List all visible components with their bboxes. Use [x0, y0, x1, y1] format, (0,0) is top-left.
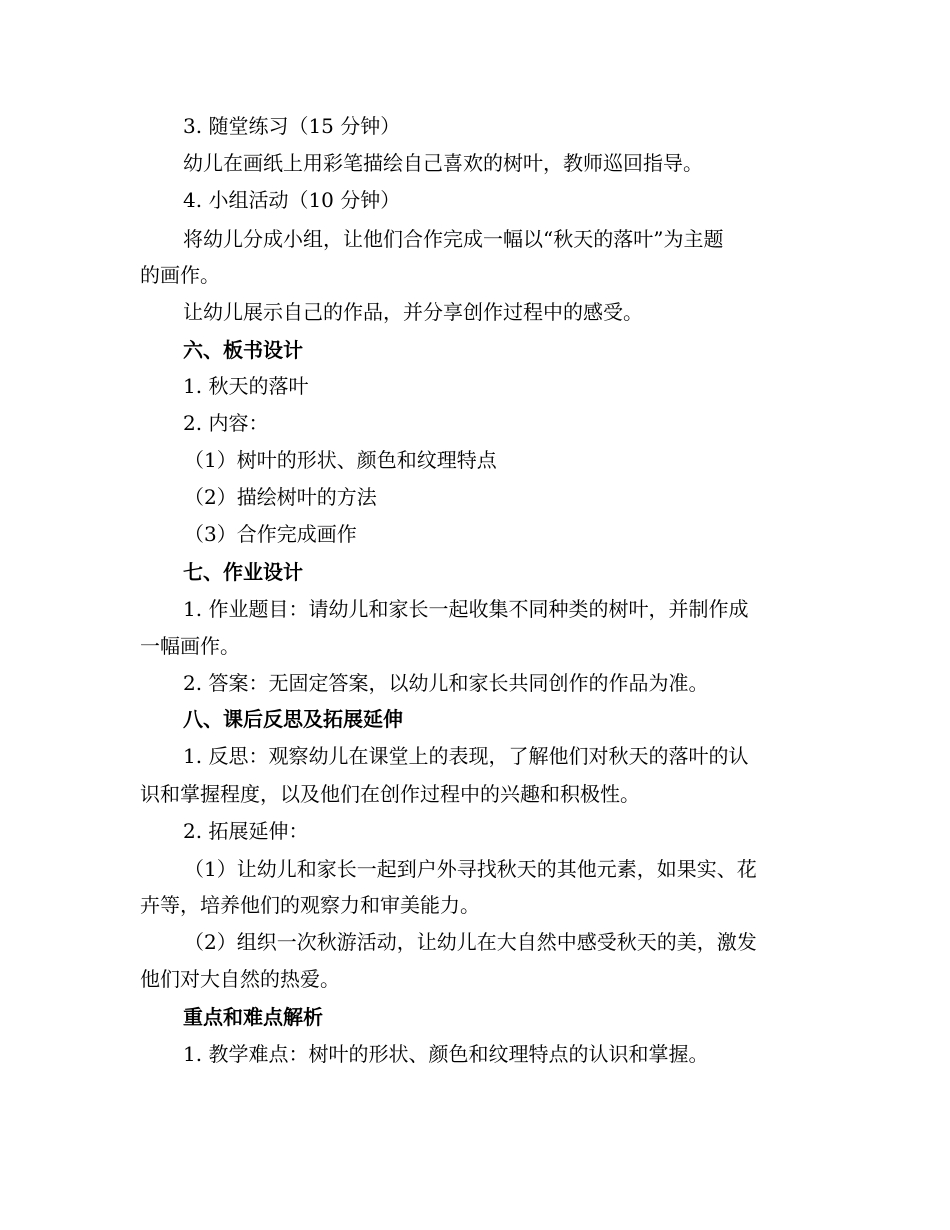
sub-list-item: （1）树叶的形状、颜色和纹理特点: [184, 448, 497, 472]
sub-list-item: （1）让幼儿和家长一起到户外寻找秋天的其他元素，如果实、花: [184, 857, 757, 881]
section-heading-reflection: 八、课后反思及拓展延伸: [183, 707, 403, 731]
sub-list-item: （3）合作完成画作: [184, 522, 357, 546]
list-item: 1. 教学难点：树叶的形状、颜色和纹理特点的认识和掌握。: [183, 1042, 709, 1066]
section-heading-homework: 七、作业设计: [183, 560, 303, 584]
list-item: 1. 作业题目：请幼儿和家长一起收集不同种类的树叶，并制作成: [183, 597, 749, 621]
list-item: 2. 拓展延伸：: [183, 819, 309, 843]
sub-list-item: （2）描绘树叶的方法: [184, 485, 377, 509]
section-heading-board-design: 六、板书设计: [183, 338, 303, 362]
section-heading-key-points: 重点和难点解析: [183, 1005, 323, 1029]
paragraph-line: 让幼儿展示自己的作品，并分享创作过程中的感受。: [183, 300, 643, 324]
list-item-practice: 3. 随堂练习（15 分钟）: [183, 114, 401, 138]
list-item: 1. 秋天的落叶: [183, 374, 309, 398]
list-item: 2. 答案：无固定答案，以幼儿和家长共同创作的作品为准。: [183, 671, 709, 695]
paragraph-line-continued: 一幅画作。: [140, 634, 240, 658]
paragraph-line-continued: 卉等，培养他们的观察力和审美能力。: [140, 893, 480, 917]
list-item-group-activity: 4. 小组活动（10 分钟）: [183, 188, 401, 212]
list-item: 2. 内容：: [183, 411, 269, 435]
paragraph-line: 幼儿在画纸上用彩笔描绘自己喜欢的树叶，教师巡回指导。: [183, 151, 703, 175]
sub-list-item: （2）组织一次秋游活动，让幼儿在大自然中感受秋天的美，激发: [184, 930, 757, 954]
paragraph-line-continued: 的画作。: [140, 263, 220, 287]
paragraph-line: 将幼儿分成小组，让他们合作完成一幅以“秋天的落叶”为主题: [183, 227, 724, 251]
list-item: 1. 反思：观察幼儿在课堂上的表现，了解他们对秋天的落叶的认: [183, 744, 749, 768]
paragraph-line-continued: 他们对大自然的热爱。: [140, 967, 340, 991]
paragraph-line-continued: 识和掌握程度，以及他们在创作过程中的兴趣和积极性。: [140, 782, 640, 806]
